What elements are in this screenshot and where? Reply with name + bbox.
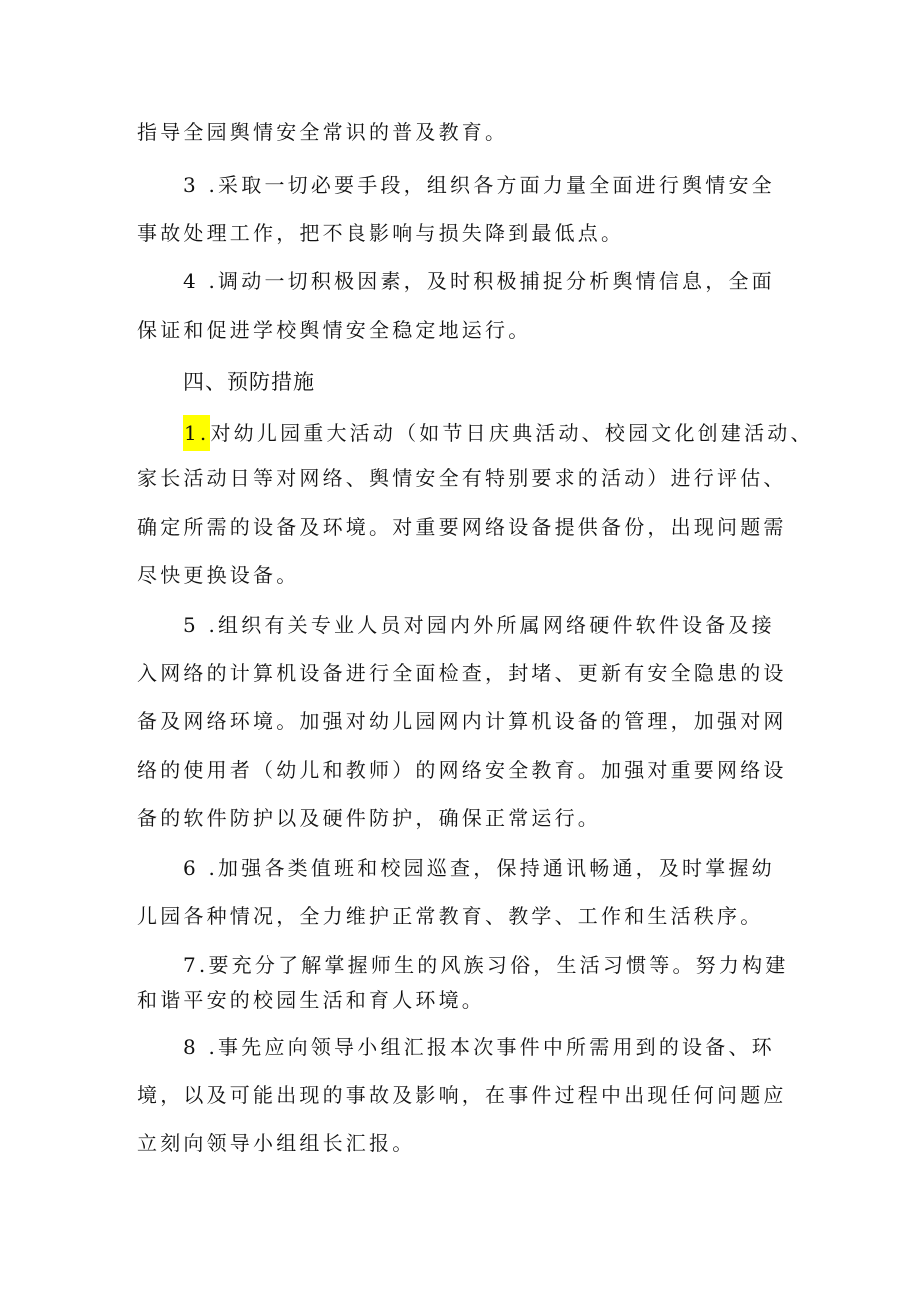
paragraph-line: 络的使用者（幼儿和教师）的网络安全教育。加强对重要网络设 bbox=[137, 758, 787, 782]
paragraph-line: 境，以及可能出现的事故及影响，在事件过程中出现任何问题应 bbox=[137, 1083, 787, 1107]
paragraph-line: 儿园各种情况，全力维护正常教育、教学、工作和生活秩序。 bbox=[137, 904, 764, 928]
paragraph-line: 5 .组织有关专业人员对园内外所属网络硬件软件设备及接 bbox=[183, 613, 775, 637]
paragraph-line: 备及网络环境。加强对幼儿园网内计算机设备的管理，加强对网 bbox=[137, 709, 787, 733]
paragraph-line: 7.要充分了解掌握师生的风族习俗，生活习惯等。努力构建 bbox=[183, 953, 789, 977]
paragraph-line: 入网络的计算机设备进行全面检查，封堵、更新有安全隐患的设 bbox=[137, 661, 787, 685]
paragraph-line: 指导全园舆情安全常识的普及教育。 bbox=[137, 120, 509, 144]
section-heading: 四、预防措施 bbox=[183, 370, 315, 394]
paragraph-line: 3 .采取一切必要手段，组织各方面力量全面进行舆情安全 bbox=[183, 173, 775, 197]
paragraph-line: 家长活动日等对网络、舆情安全有特别要求的活动）进行评估、 bbox=[137, 466, 787, 490]
paragraph-line: 8 .事先应向领导小组汇报本次事件中所需用到的设备、环 bbox=[183, 1035, 775, 1059]
paragraph-line: 4 .调动一切积极因素，及时积极捕捉分析舆情信息，全面 bbox=[183, 269, 775, 293]
paragraph-line: 和谐平安的校园生活和育人环境。 bbox=[137, 988, 485, 1012]
paragraph-line: 事故处理工作，把不良影响与损失降到最低点。 bbox=[137, 221, 625, 245]
paragraph-line: 保证和促进学校舆情安全稳定地运行。 bbox=[137, 318, 532, 342]
paragraph-line: 备的软件防护以及硬件防护，确保正常运行。 bbox=[137, 806, 601, 830]
paragraph-line: 立刻向领导小组组长汇报。 bbox=[137, 1131, 416, 1155]
paragraph-line: 确定所需的设备及环境。对重要网络设备提供备份，出现问题需 bbox=[137, 515, 787, 539]
highlighted-item-number: 1. bbox=[183, 415, 210, 451]
paragraph-text: 对幼儿园重大活动（如节日庆典活动、校园文化创建活动、 bbox=[210, 421, 814, 445]
paragraph-line: 6 .加强各类值班和校园巡查，保持通讯畅通，及时掌握幼 bbox=[183, 856, 775, 880]
paragraph-line: 尽快更换设备。 bbox=[137, 563, 300, 587]
paragraph-line-first bbox=[183, 415, 814, 451]
